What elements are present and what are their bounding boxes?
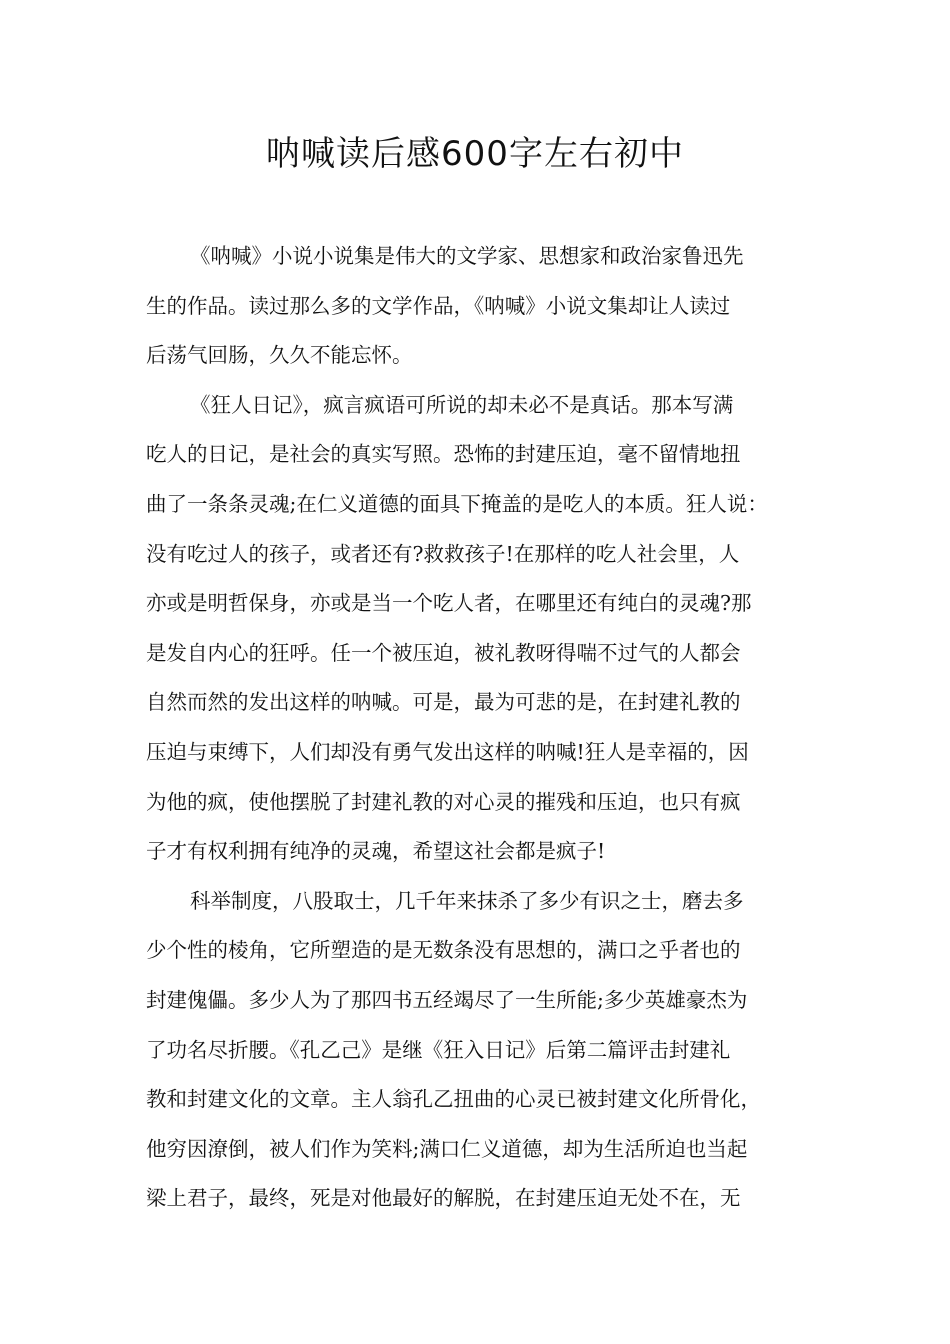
page-title: 呐喊读后感600字左右初中 bbox=[266, 134, 684, 174]
text-line: 压迫与束缚下，人们却没有勇气发出这样的呐喊!狂人是幸福的，因 bbox=[146, 739, 749, 764]
text-line: 子才有权利拥有纯净的灵魂，希望这社会都是疯子! bbox=[146, 839, 606, 864]
text-line: 他穷因潦倒，被人们作为笑料;满口仁义道德，却为生活所迫也当起 bbox=[146, 1136, 748, 1161]
text-line: 为他的疯，使他摆脱了封建礼教的对心灵的摧残和压迫，也只有疯 bbox=[146, 789, 741, 814]
text-line: 是发自内心的狂呼。任一个被压迫，被礼教呀得喘不过气的人都会 bbox=[146, 640, 741, 665]
text-line: 曲了一条条灵魂;在仁义道德的面具下掩盖的是吃人的本质。狂人说： bbox=[146, 491, 768, 516]
text-line: 梁上君子，最终，死是对他最好的解脱，在封建压迫无处不在，无 bbox=[146, 1186, 741, 1211]
text-line: 自然而然的发出这样的呐喊。可是，最为可悲的是，在封建礼教的 bbox=[146, 690, 741, 715]
text-line: 亦或是明哲保身，亦或是当一个吃人者，在哪里还有纯白的灵魂?那 bbox=[146, 591, 752, 616]
text-line: 教和封建文化的文章。主人翁孔乙扭曲的心灵已被封建文化所骨化， bbox=[146, 1087, 761, 1112]
paragraph-1 bbox=[146, 232, 818, 381]
paragraph-3 bbox=[146, 877, 818, 1224]
text-line: 了功名尽折腰。《孔乙己》是继《狂入日记》后第二篇评击封建礼 bbox=[146, 1037, 731, 1062]
text-line: 生的作品。读过那么多的文学作品，《呐喊》小说文集却让人读过 bbox=[146, 293, 731, 318]
text-line: 《呐喊》小说小说集是伟大的文学家、思想家和政治家鲁迅先 bbox=[190, 244, 744, 268]
article-body bbox=[146, 232, 818, 1224]
text-line: 没有吃过人的孩子，或者还有?救救孩子!在那样的吃人社会里，人 bbox=[146, 541, 740, 566]
text-line: 少个性的棱角，它所塑造的是无数条没有思想的，满口之乎者也的 bbox=[146, 938, 741, 963]
text-line: 后荡气回肠，久久不能忘怀。 bbox=[146, 343, 413, 368]
text-line: 科举制度，八股取士，几千年来抹杀了多少有识之士，磨去多 bbox=[190, 888, 744, 913]
text-line: 吃人的日记，是社会的真实写照。恐怖的封建压迫，毫不留情地扭 bbox=[146, 442, 741, 467]
text-line: 《狂人日记》，疯言疯语可所说的却未必不是真话。那本写满 bbox=[190, 392, 734, 417]
paragraph-2 bbox=[146, 381, 818, 877]
text-line: 封建傀儡。多少人为了那四书五经竭尽了一生所能;多少英雄豪杰为 bbox=[146, 987, 748, 1012]
